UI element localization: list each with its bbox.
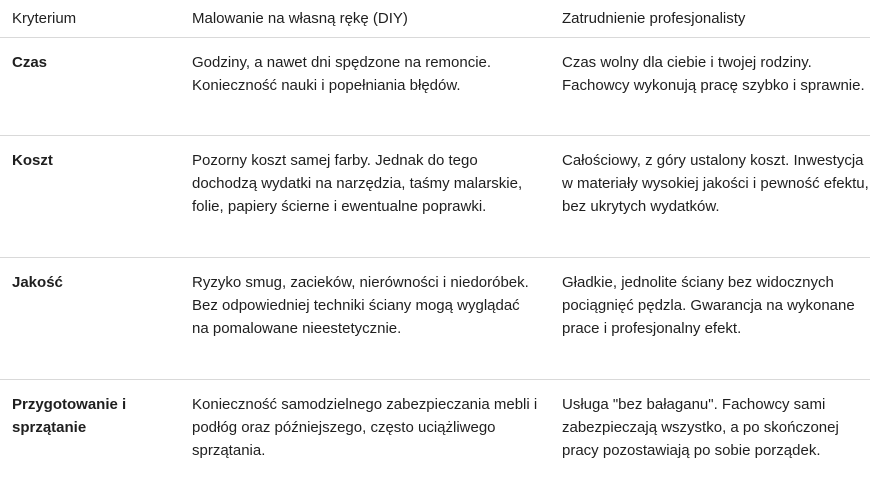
criterion-cell: Jakość xyxy=(12,274,63,291)
header-diy: Malowanie na własną rękę (DIY) xyxy=(192,10,408,27)
criterion-cell: Czas xyxy=(12,54,48,71)
diy-cell: Ryzyko smug, zacieków, nierówności i niedoróbek. Bez odpowiedniej techniki ściany mogą wyglądać na pomalowane nieestetycznie. xyxy=(192,274,529,337)
diy-cell: Godziny, a nawet dni spędzone na remoncie. Konieczność nauki i popełniania błędów. xyxy=(192,54,492,94)
professional-cell: Całościowy, z góry ustalony koszt. Inwestycja w materiały wysokiej jakości i pewność efektu, bez ukrytych wydatków. xyxy=(562,152,869,215)
header-professional: Zatrudnienie profesjonalisty xyxy=(562,10,746,27)
professional-cell: Czas wolny dla ciebie i twojej rodziny. Fachowcy wykonują pracę szybko i sprawnie. xyxy=(562,54,865,94)
professional-cell: Usługa "bez bałaganu". Fachowcy sami zabezpieczają wszystko, a po skończonej pracy pozostawiają po sobie porządek. xyxy=(562,396,839,459)
criterion-cell: Przygotowanie i sprzątanie xyxy=(12,396,127,436)
diy-cell: Konieczność samodzielnego zabezpieczania mebli i podłóg oraz późniejszego, często uciążliwego sprzątania. xyxy=(192,396,538,459)
table-row-time xyxy=(0,38,870,136)
professional-cell: Gładkie, jednolite ściany bez widocznych pociągnięć pędzla. Gwarancja na wykonane prace i profesjonalny efekt. xyxy=(562,274,855,337)
diy-cell: Pozorny koszt samej farby. Jednak do tego dochodzą wydatki na narzędzia, taśmy malarskie, folie, papiery ścierne i ewentualne poprawki. xyxy=(192,152,523,215)
table-row-preparation xyxy=(0,380,870,499)
header-criterion: Kryterium xyxy=(12,10,77,27)
criterion-cell: Koszt xyxy=(12,152,53,169)
table-header-row xyxy=(0,0,870,38)
table-row-quality xyxy=(0,258,870,380)
table-row-cost xyxy=(0,136,870,258)
